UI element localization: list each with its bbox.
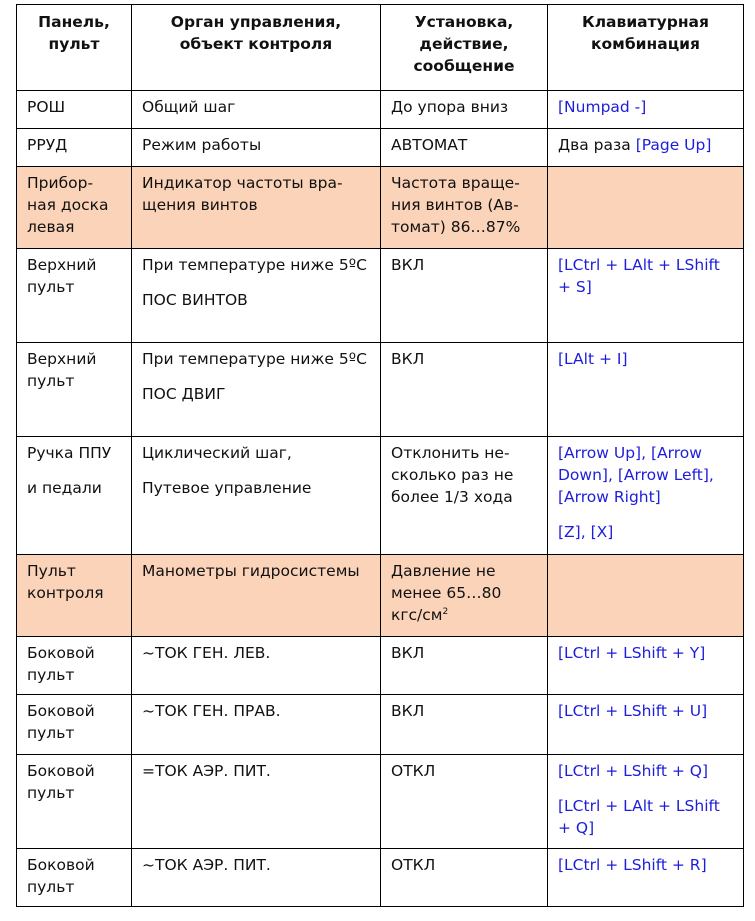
keys-cell xyxy=(548,249,744,343)
action-cell: ВКЛ xyxy=(381,695,548,755)
table-row xyxy=(17,343,744,437)
key-combo: [LCtrl + LAlt + LShift + S] xyxy=(558,256,720,296)
table-row xyxy=(17,167,744,249)
panel-cell: РОШ xyxy=(17,91,132,129)
table-row xyxy=(17,129,744,167)
control-cell: Циклический шаг, Путевое управление xyxy=(132,437,381,555)
action-cell: АВТОМАТ xyxy=(381,129,548,167)
key-combo: [Arrow Up], [Arrow Down], [Arrow Left], [Arrow Right] xyxy=(558,444,714,506)
key-prefix: Два раза xyxy=(558,136,636,154)
key-combo: [LCtrl + LShift + U] xyxy=(558,702,708,720)
table-row xyxy=(17,849,744,907)
panel-cell: Верхний пульт xyxy=(17,249,132,343)
control-cell: ~ТОК ГЕН. ПРАВ. xyxy=(132,695,381,755)
table-row xyxy=(17,555,744,637)
panel-cell: Боковой пульт xyxy=(17,637,132,695)
keys-cell xyxy=(548,755,744,849)
keys-cell xyxy=(548,129,744,167)
key-combo: [LCtrl + LAlt + LShift + Q] xyxy=(558,797,720,837)
action-cell: ВКЛ xyxy=(381,249,548,343)
control-cell: ~ТОК АЭР. ПИТ. xyxy=(132,849,381,907)
keys-cell xyxy=(548,555,744,637)
control-cell: Общий шаг xyxy=(132,91,381,129)
key-combo: [Numpad -] xyxy=(558,98,647,116)
action-cell: Частота враще-ния винтов (Ав-томат) 86…87% xyxy=(381,167,548,249)
panel-cell: Прибор-ная доска левая xyxy=(17,167,132,249)
table-row xyxy=(17,695,744,755)
action-cell: Отклонить не-сколько раз не более 1/3 хода xyxy=(381,437,548,555)
action-cell: Давление не менее 65…80 кгс/$см^2$ xyxy=(381,555,548,637)
keys-cell xyxy=(548,343,744,437)
panel-cell: Боковой пульт xyxy=(17,849,132,907)
header-panel: Панель, пульт xyxy=(17,5,132,91)
table-row xyxy=(17,249,744,343)
action-cell: До упора вниз xyxy=(381,91,548,129)
header-action: Установка, действие, сообщение xyxy=(381,5,548,91)
panel-cell: РРУД xyxy=(17,129,132,167)
control-cell: При температуре ниже 5ºC ПОС ДВИГ xyxy=(132,343,381,437)
keys-cell xyxy=(548,695,744,755)
superscript: 2 xyxy=(442,606,449,617)
action-cell: ВКЛ xyxy=(381,343,548,437)
keys-cell xyxy=(548,637,744,695)
controls-table xyxy=(16,4,744,907)
control-cell: =ТОК АЭР. ПИТ. xyxy=(132,755,381,849)
header-control: Орган управления, объект контроля xyxy=(132,5,381,91)
key-combo: [Page Up] xyxy=(635,136,712,154)
key-combo: [LAlt + I] xyxy=(558,350,628,368)
control-cell: При температуре ниже 5ºC ПОС ВИНТОВ xyxy=(132,249,381,343)
table-row xyxy=(17,91,744,129)
panel-cell: Пульт контроля xyxy=(17,555,132,637)
panel-cell: Боковой пульт xyxy=(17,755,132,849)
keys-cell xyxy=(548,437,744,555)
table-row xyxy=(17,755,744,849)
panel-cell: Верхний пульт xyxy=(17,343,132,437)
keys-cell xyxy=(548,849,744,907)
control-cell: Режим работы xyxy=(132,129,381,167)
key-combo: [LCtrl + LShift + Y] xyxy=(558,644,706,662)
action-cell: ВКЛ xyxy=(381,637,548,695)
control-cell: Индикатор частоты вра-щения винтов xyxy=(132,167,381,249)
key-combo: [LCtrl + LShift + Q] xyxy=(558,762,709,780)
action-cell: ОТКЛ xyxy=(381,755,548,849)
control-cell: ~ТОК ГЕН. ЛЕВ. xyxy=(132,637,381,695)
table-row xyxy=(17,437,744,555)
key-combo: [Z], [X] xyxy=(558,523,614,541)
key-combo: [LCtrl + LShift + R] xyxy=(558,856,707,874)
header-keys: Клавиатурная комбинация xyxy=(548,5,744,91)
action-cell: ОТКЛ xyxy=(381,849,548,907)
table-row xyxy=(17,637,744,695)
panel-cell: Боковой пульт xyxy=(17,695,132,755)
keys-cell xyxy=(548,91,744,129)
panel-cell: Ручка ППУ и педали xyxy=(17,437,132,555)
keys-cell xyxy=(548,167,744,249)
control-cell: Манометры гидросистемы xyxy=(132,555,381,637)
